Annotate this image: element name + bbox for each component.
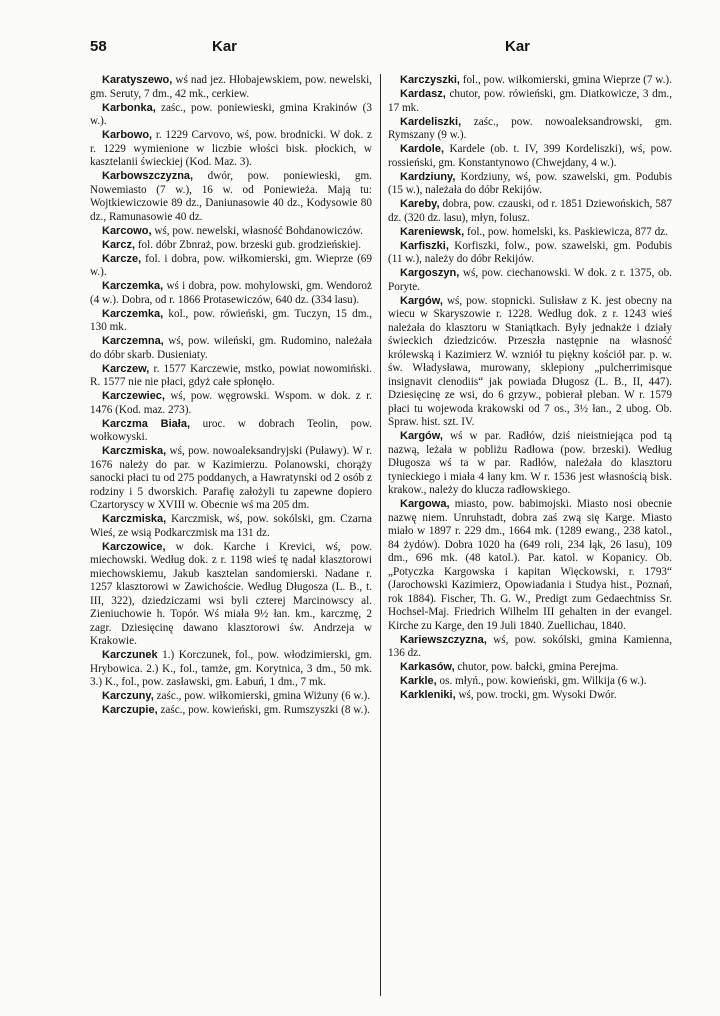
entry-text: Kordziuny, wś, pow. szawelski, gm. Podubis (15 w.), należała do dóbr Rekijów. xyxy=(388,170,672,196)
entry-headword: Karczma Biała, xyxy=(102,417,191,430)
entry-text: kol., pow. rówieński, gm. Tuczyn, 15 dm., 130 mk. xyxy=(90,307,372,333)
entry-headword: Karbonka, xyxy=(102,101,156,114)
entry-headword: Kareniewsk, xyxy=(400,225,465,238)
entry-headword: Karczunek xyxy=(102,649,158,661)
dictionary-entry xyxy=(388,226,672,240)
entry-headword: Kargoszyn, xyxy=(400,267,460,279)
entry-headword: Karbowo, xyxy=(102,129,153,141)
page-number: 58 xyxy=(90,38,107,55)
dictionary-entry xyxy=(90,239,372,253)
dictionary-entry xyxy=(388,689,672,703)
entry-text: zaśc., pow. kowieński, gm. Rumszyszki (8 w.). xyxy=(157,704,370,716)
entry-headword: Karczewiec, xyxy=(102,390,165,402)
entry-text: zaśc., pow. poniewieski, gmina Krakinów (3 w.). xyxy=(90,101,372,127)
entry-text: wś, pow. nowoaleksandryjski (Puławy). W r. 1676 należy do par. w Kazimierzu. Polanowski, chorąży sanocki płaci tu od 275 poddanych, a Hawratynski od 2 osób z rodziny i 5 dworskich. Parafię założyli tu zapewne dopiero Czartoryscy w XVIII w. Obecnie wś ma 205 dm. xyxy=(90,445,372,511)
entry-headword: Karcowo, xyxy=(102,224,152,237)
entry-headword: Karczupie, xyxy=(102,704,158,716)
entry-text: zaśc., pow. nowoaleksandrowski, gm. Rymszany (9 w.). xyxy=(388,115,672,141)
entry-text: wś, pow. wileński, gm. Rudomino, należała do dóbr skarb. Dusieniaty. xyxy=(90,335,372,361)
entry-headword: Kardole, xyxy=(400,143,445,155)
entry-headword: Kareby, xyxy=(400,198,440,210)
entry-headword: Karczemka, xyxy=(102,307,164,320)
dictionary-entry xyxy=(90,363,372,390)
dictionary-entry xyxy=(388,295,672,430)
dictionary-entry xyxy=(388,634,672,661)
dictionary-entry xyxy=(90,170,372,224)
entry-text: fol. dóbr Zbnraż, pow. brzeski gub. grodzieńskiej. xyxy=(135,238,362,251)
entry-text: wś, pow. ciechanowski. W dok. z r. 1375, ob. Poryte. xyxy=(388,267,672,293)
entry-headword: Karbowszczyzna, xyxy=(102,170,194,182)
dictionary-entry xyxy=(90,445,372,513)
entry-text: chutor, pow. bałcki, gmina Perejma. xyxy=(454,661,619,673)
left-column xyxy=(90,74,372,994)
dictionary-entry xyxy=(388,661,672,675)
dictionary-entry xyxy=(388,675,672,689)
entry-headword: Karczmiska, xyxy=(102,513,167,525)
page-header xyxy=(90,38,680,60)
entry-text: Korfiszki, folw., pow. szawelski, gm. Podubis (11 w.), należy do dóbr Rekijów. xyxy=(388,239,672,265)
entry-headword: Karkleniki, xyxy=(400,689,456,701)
entry-headword: Kargów, xyxy=(400,294,443,307)
entry-text: wś, pow. stopnicki. Sulisław z K. jest obecny na wiecu w Skaryszowie r. 1228. Według dok. z r. 1243 wieś należała do klasztoru w Staniątkach. Były jednakże i działy świeckich dziedziców. Przeszła następnie na własność królewską i Kazimierz W. wzniół tu piękny kościół par. p. w. św. Władysława, murowany, sklepiony „pulcherrimisque insignavit clenodiis“ jak powiada Długosz (L. B., II, 447). Dziesięcinę ze wsi, do 6 grzyw., pobierał pleban. W r. 1579 płaci tu wojewoda krakowski od 7 os., 3½ łan., 2 ubog. Ob. Spraw. hist. szt. IV. xyxy=(388,294,672,428)
dictionary-entry xyxy=(90,129,372,170)
dictionary-entry xyxy=(388,171,672,198)
entry-headword: Kardasz, xyxy=(400,88,446,100)
entry-headword: Karczowice, xyxy=(102,540,166,553)
entry-headword: Karfiszki, xyxy=(400,239,449,252)
dictionary-entry xyxy=(90,704,372,718)
entry-text: wś, pow. newelski, własność Bohdanowiczów. xyxy=(151,224,363,237)
entry-text: wś, pow. węgrowski. Wspom. w dok. z r. 1476 (Kod. maz. 273). xyxy=(90,390,372,416)
entry-text: w dok. Karche i Krevici, wś, pow. miechowski. Według dok. z r. 1198 wieś tę nadał klasztorowi miechowskiemu, Jakub kasztelan sandomierski. Nadane r. 1257 klasztorowi w Zawichoście. Według Długosza (L. B., t. III, 322), dziedziczami wsi byli czterej Marcinowscy al. Zieniuchowie h. Topór. Wś miała 9½ łan. km., karczmę, 2 zagr. Dziesięcinę dawano klasztorowi św. Andrzeja w Krakowie. xyxy=(90,540,372,647)
dictionary-entry xyxy=(388,198,672,225)
dictionary-entry xyxy=(388,430,672,498)
entry-headword: Karatyszewo, xyxy=(102,74,173,86)
entry-text: os. młyń., pow. kowieński, gm. Wilkija (6 w.). xyxy=(436,675,647,687)
entry-headword: Kargowa, xyxy=(400,498,450,510)
left-running-head: Kar xyxy=(212,38,238,55)
entry-headword: Karczemka, xyxy=(102,280,164,292)
dictionary-entry xyxy=(90,225,372,239)
entry-headword: Karkasów, xyxy=(400,661,455,673)
dictionary-entry xyxy=(388,267,672,294)
dictionary-entry xyxy=(388,74,672,88)
entry-text: fol., pow. wiłkomierski, gmina Wieprze (7 w.). xyxy=(459,74,672,86)
entry-text: dwór, pow. poniewieski, gm. Nowemiasto (7 w.), 16 w. od Poniewieża. Mają tu: Wojtkiewiczowie 89 dz., Daniunasowie 40 dz., Kodysowie 80 dz., Ramunasowie 40 dz. xyxy=(90,170,372,223)
entry-text: wś w par. Radłów, dziś nieistniejąca pod tą nazwą, leżała w pobliżu Radłowa (pow. brzeski). Według Długosza wś ta w par. Radłów, należała do klasztoru tynieckiego i miała 4 łany km. W r. 1536 jest własnością bisk. krakow., należy do klucza radłowskiego. xyxy=(388,430,672,496)
column-divider xyxy=(380,74,381,996)
entry-headword: Kardeliszki, xyxy=(400,115,462,128)
dictionary-entry xyxy=(90,102,372,129)
entry-text: zaśc., pow. wiłkomierski, gmina Wiżuny (6 w.). xyxy=(153,690,371,702)
entry-headword: Kardziuny, xyxy=(400,170,456,183)
entry-text: r. 1229 Carvovo, wś, pow. brodnicki. W dok. z r. 1229 wymienione w liczbie włości bisk. płockich, w kasztelanii świeckiej (Kod. Maz. 3). xyxy=(90,129,372,168)
entry-text: wś nad jez. Hłobajewskiem, pow. newelski, gm. Seruty, 7 dm., 42 mk., cerkiew. xyxy=(90,74,372,100)
dictionary-entry xyxy=(90,390,372,417)
entry-text: 1.) Korczunek, fol., pow. włodzimierski, gm. Hrybowica. 2.) K., fol., tamże, gm. Korytnica, 3 dm., 50 mk. 3.) K., fol., pow. zasławski, gm. Łabuń, 1 dm., 7 mk. xyxy=(90,649,372,688)
dictionary-entry xyxy=(90,308,372,335)
dictionary-entry xyxy=(388,143,672,170)
entry-text: dobra, pow. czauski, od r. 1851 Dziewońskich, 587 dz. (320 dz. lasu), młyn, folusz. xyxy=(388,198,672,224)
dictionary-entry xyxy=(90,541,372,649)
entry-headword: Karczemna, xyxy=(102,335,164,347)
dictionary-entry xyxy=(388,116,672,143)
dictionary-entry xyxy=(388,240,672,267)
dictionary-entry xyxy=(388,498,672,633)
entry-text: chutor, pow. rówieński, gm. Diatkowicze, 3 dm., 17 mk. xyxy=(388,88,672,114)
entry-text: wś i dobra, pow. mohylowski, gm. Wendoroż (4 w.). Dobra, od r. 1866 Protasewiczów, 640 dz. (334 lasu). xyxy=(90,280,372,306)
entry-text: wś, pow. sokólski, gmina Kamienna, 136 dz. xyxy=(388,633,672,659)
dictionary-entry xyxy=(90,418,372,445)
dictionary-entry xyxy=(90,280,372,307)
right-running-head: Kar xyxy=(505,38,531,55)
entry-headword: Karcze, xyxy=(102,252,142,265)
entry-text: Karczmisk, wś, pow. sokólski, gm. Czarna Wieś, ze wsią Podkarczmisk ma 131 dz. xyxy=(90,513,372,539)
entry-headword: Karczuny, xyxy=(102,690,154,702)
entry-text: fol. i dobra, pow. wiłkomierski, gm. Wieprze (69 w.). xyxy=(90,252,372,278)
entry-text: fol., pow. homelski, ks. Paskiewicza, 877 dz. xyxy=(464,225,668,238)
entry-text: miasto, pow. babimojski. Miasto nosi obecnie nazwę niem. Unruhstadt, dobra zaś zwą się Karge. Miasto miało w 1897 r. 229 dm., 1664 mk. (1289 ewang., 238 katol., 84 żydów). Dobra 1020 ha (649 roli, 234 łąk, 26 lasu), 109 dm., 696 mk. (48 katol.). Par. katol. w Kopanicy. Ob. „Potyczka Kargowska i kapitan Więckowski, r. 1793“ (Jarochowski Kazimierz, Opowiadania i Studya hist., Poznań, rok 1884). Fischer, Th. G. W., Predigt zum Gedaechtniss Sr. Hochsel-Maj. Friedrich Wilhelm III gehalten in der evangel. Kirche zu Karge, den 19 Juli 1840. Zuellichau, 1840. xyxy=(388,498,672,632)
entry-text: uroc. w dobrach Teolin, pow. wołkowyski. xyxy=(90,417,372,443)
entry-headword: Kargów, xyxy=(400,430,443,442)
dictionary-entry xyxy=(90,513,372,540)
entry-headword: Karczew, xyxy=(102,362,150,375)
entry-headword: Kariewszczyzna, xyxy=(400,633,487,646)
entry-headword: Karkle, xyxy=(400,675,437,687)
entry-text: r. 1577 Karczewie, mstko, powiat nowomiński. R. 1577 nie nie płaci, gdyż całe spłonęło. xyxy=(90,362,372,388)
entry-headword: Karczmiska, xyxy=(102,445,167,457)
entry-headword: Karcz, xyxy=(102,238,136,251)
dictionary-entry xyxy=(90,335,372,362)
entry-text: Kardele (ob. t. IV, 399 Kordeliszki), wś, pow. rossieński, gm. Konstantynowo (Chwejdany, 4 w.). xyxy=(388,143,672,169)
dictionary-entry xyxy=(90,253,372,280)
dictionary-entry xyxy=(90,690,372,704)
dictionary-entry xyxy=(90,649,372,690)
dictionary-entry xyxy=(388,88,672,115)
dictionary-entry xyxy=(90,74,372,101)
right-column xyxy=(388,74,672,994)
entry-headword: Karczyszki, xyxy=(400,74,460,86)
entry-text: wś, pow. trocki, gm. Wysoki Dwór. xyxy=(455,689,617,701)
